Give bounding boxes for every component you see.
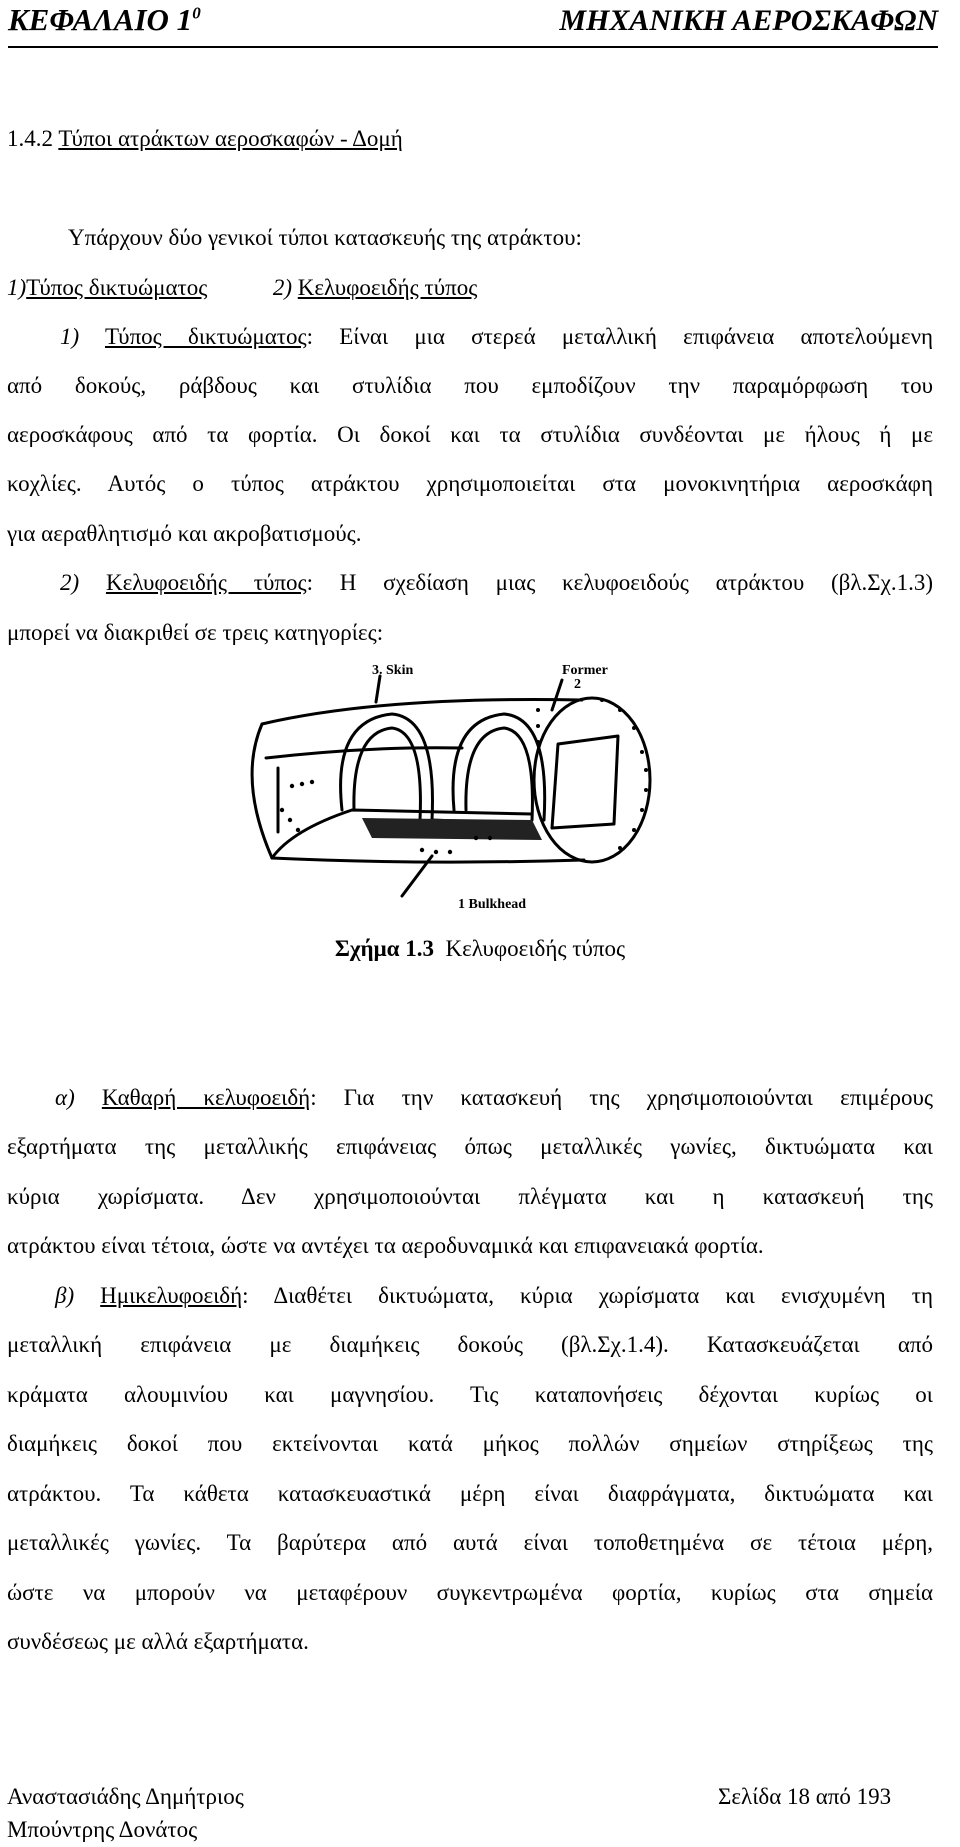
former-ring-1-inner [354,728,421,820]
page-header [0,0,960,50]
para1-line1 [60,325,933,348]
para2-label: Κελυφοειδής τύπος [105,570,307,595]
label-former-number: 2 [574,677,581,692]
label-bulkhead: 1 Bulkhead [458,897,527,912]
footer-page-number: Σελίδα 18 από 193 [718,1784,892,1809]
figure-caption [0,936,960,962]
para-a-line4: ατράκτου είναι τέτοια, ώστε να αντέχει τα αεροδυναμικά και επιφανειακά φορτία. [7,1233,764,1258]
chapter-heading [8,2,201,38]
footer-author-1: Αναστασιάδης Δημήτριος [7,1784,244,1809]
label-former: Former [562,663,608,678]
type2-number: 2) [272,275,293,300]
para1-number: 1) [60,324,80,349]
types-line [7,276,933,299]
chapter-title: ΚΕΦΑΛΑΙΟ 1 [8,2,193,37]
shell-floor-shade [362,818,542,840]
bulkhead-ellipse [534,698,650,862]
para-a-label: Καθαρή κελυφοειδή [101,1085,311,1110]
section-heading [7,127,933,150]
shell-top-edge [262,700,582,725]
label-skin: 3. Skin [372,663,414,678]
fuselage-diagram [232,660,677,912]
para-b-line8: συνδέσεως με αλλά εξαρτήματα. [7,1629,309,1654]
para-b-line7: ώστε να μπορούν να μεταφέρουν συγκεντρωμένα φορτία, κυρίως στα σημεία [7,1580,933,1605]
para-b-line5: ατράκτου. Τα κάθετα κατασκευαστικά μέρη είναι διαφράγματα, δικτυώματα και [7,1481,933,1506]
bulkhead-opening [552,736,618,828]
para-b-line4: διαμήκεις δοκοί που εκτείνονται κατά μήκος πολλών σημείων στηρίξεως της [7,1431,933,1456]
para-a-line3: κύρια χωρίσματα. Δεν χρησιμοποιούνται πλέγματα και η κατασκευή της [7,1184,933,1209]
type1-number: 1) [7,275,27,300]
para-a-line1-text: : Για την κατασκευή της χρησιμοποιούνται επιμέρους [310,1085,933,1110]
para-b-line1-text: : Διαθέτει δικτυώματα, κύρια χωρίσματα και ενισχυμένη τη [242,1283,933,1308]
para1-line3: αεροσκάφους από τα φορτία. Οι δοκοί και τα στυλίδια συνδέονται με ήλους ή με [7,422,933,447]
footer-author-2: Μπούντρης Δονάτος [7,1817,198,1842]
intro-text: Υπάρχουν δύο γενικοί τύποι κατασκευής της ατράκτου: [68,225,582,250]
section-number: 1.4.2 [7,126,53,151]
para1-line4: κοχλίες. Αυτός ο τύπος ατράκτου χρησιμοποιείται στα μονοκινητήρια αεροσκάφη [7,471,933,496]
para-a-number: α) [55,1085,75,1110]
para2-line1 [60,571,933,594]
para2-line2: μπορεί να διακριθεί σε τρεις κατηγορίες: [7,620,384,645]
para-a-line1 [55,1086,933,1109]
shell-left-end [252,724,272,858]
para2-line1-text: : Η σχεδίαση μιας κελυφοειδούς ατράκτου (βλ.Σχ.1.3) [306,570,933,595]
para2-number: 2) [60,570,80,595]
para1-line5: για αεραθλητισμό και ακροβατισμούς. [7,521,362,546]
subject-heading: ΜΗΧΑΝΙΚΗ ΑΕΡΟΣΚΑΦΩΝ [559,4,938,37]
type1-label: Τύπος δικτυώματος [26,275,208,300]
para-b-line6: μεταλλικές γωνίες. Τα βαρύτερα από αυτά είναι τοποθετημένα σε τέτοια μέρη, [7,1530,933,1555]
type2-label: Κελυφοειδής τύπος [297,275,478,300]
caption-number: Σχήμα 1.3 [334,936,434,961]
para1-line2: από δοκούς, ράβδους και στυλίδια που εμποδίζουν την παραμόρφωση του [7,373,933,398]
caption-text: Κελυφοειδής τύπος [445,936,626,961]
para-b-line3: κράματα αλουμινίου και μαγνησίου. Τις καταπονήσεις δέχονται κυρίως οι [7,1382,933,1407]
header-rule [8,46,938,48]
para-b-line2: μεταλλική επιφάνεια με διαμήκεις δοκούς (βλ.Σχ.1.4). Κατασκευάζεται από [7,1332,933,1357]
former-ring-2-inner [466,728,533,820]
para-b-line1 [55,1284,933,1307]
chapter-superscript: 0 [192,3,201,23]
section-title: Τύποι ατράκτων αεροσκαφών - Δομή [58,126,403,151]
para-b-number: β) [55,1283,75,1308]
para1-line1-text: : Είναι μια στερεά μεταλλική επιφάνεια αποτελούμενη [306,324,934,349]
para-a-line2: εξαρτήματα της μεταλλικής επιφάνειας όπως μεταλλικές γωνίες, δικτυώματα και [7,1134,933,1159]
para1-label: Τύπος δικτυώματος [104,324,307,349]
para-b-label: Ημικελυφοειδή [100,1283,243,1308]
